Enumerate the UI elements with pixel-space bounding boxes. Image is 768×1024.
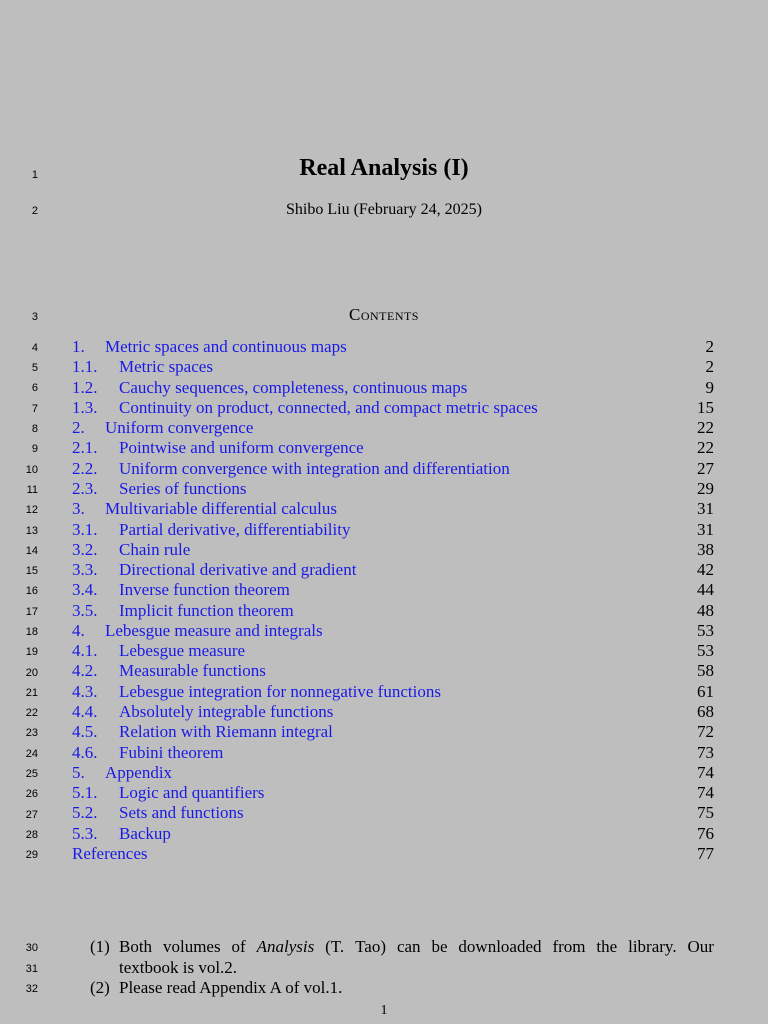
toc-entry-title: Metric spaces	[119, 357, 213, 376]
toc-entry-title: Fubini theorem	[119, 743, 224, 762]
toc-entry-title: Lebesgue integration for nonnegative functions	[119, 682, 441, 701]
toc-entry-page: 61	[697, 682, 714, 701]
toc-entry[interactable]	[72, 479, 714, 499]
toc-entry-title: Metric spaces and continuous maps	[105, 337, 347, 356]
toc-entry-title: Backup	[119, 824, 171, 843]
toc-entry-page: 53	[697, 621, 714, 640]
toc-entry-page: 42	[697, 560, 714, 579]
line-number: 31	[25, 963, 38, 975]
toc-entry[interactable]	[72, 520, 714, 540]
toc-entry-number: 2.	[72, 418, 85, 437]
toc-entry-number: 3.4.	[72, 580, 98, 599]
toc-entry-page: 27	[697, 459, 714, 478]
toc-entry-title: Pointwise and uniform convergence	[119, 438, 364, 457]
toc-entry-number: 4.	[72, 621, 85, 640]
line-number: 18	[25, 626, 38, 638]
toc-entry-page: 75	[697, 803, 714, 822]
line-number: 26	[25, 788, 38, 800]
toc-entry[interactable]	[72, 743, 714, 763]
line-number: 23	[25, 727, 38, 739]
toc-entry-page: 53	[697, 641, 714, 660]
toc-entry-page: 77	[697, 844, 714, 863]
line-number: 28	[25, 829, 38, 841]
note-word: can	[396, 937, 421, 956]
toc-entry-title: Sets and functions	[119, 803, 244, 822]
note-number: (2)	[90, 978, 110, 997]
toc-entry-number: 4.1.	[72, 641, 98, 660]
toc-entry-page: 68	[697, 702, 714, 721]
line-number: 29	[25, 849, 38, 861]
toc-entry-number: 1.3.	[72, 398, 98, 417]
toc-entry-number: 5.1.	[72, 783, 98, 802]
toc-entry[interactable]	[72, 459, 714, 479]
toc-entry-page: 74	[697, 783, 714, 802]
line-number: 8	[31, 423, 38, 435]
toc-entry-number: 4.4.	[72, 702, 98, 721]
toc-entry[interactable]	[72, 682, 714, 702]
toc-entry-page: 48	[697, 601, 714, 620]
toc-entry-number: 1.1.	[72, 357, 98, 376]
line-number: 24	[25, 748, 38, 760]
toc-entry-number: 3.3.	[72, 560, 98, 579]
line-number: 14	[25, 545, 38, 557]
note-word: library.	[628, 937, 677, 956]
toc-entry-number: 4.5.	[72, 722, 98, 741]
toc-entry-page: 76	[697, 824, 714, 843]
toc-entry-title: References	[72, 844, 148, 863]
toc-entry-number: 3.	[72, 499, 85, 518]
toc-entry-number: 2.1.	[72, 438, 98, 457]
toc-entry-page: 73	[697, 743, 714, 762]
toc-entry-page: 29	[697, 479, 714, 498]
toc-entry[interactable]	[72, 641, 714, 661]
toc-entry[interactable]	[72, 499, 714, 519]
toc-entry-title: Lebesgue measure	[119, 641, 246, 660]
line-number: 9	[31, 443, 38, 455]
toc-entry[interactable]	[72, 824, 714, 844]
line-number: 22	[25, 707, 38, 719]
line-number: 30	[25, 942, 38, 954]
note-word: volumes	[162, 937, 221, 956]
note-word: (T.	[325, 937, 345, 956]
toc-entry-title: Cauchy sequences, completeness, continuous maps	[119, 378, 468, 397]
toc-entry-page: 2	[705, 337, 714, 356]
toc-entry-page: 44	[697, 580, 714, 599]
toc-entry[interactable]	[72, 438, 714, 458]
toc-entry-page: 31	[697, 520, 714, 539]
toc-entry-title: Directional derivative and gradient	[119, 560, 357, 579]
toc-entry-number: 3.1.	[72, 520, 98, 539]
toc-entry-page: 22	[697, 418, 714, 437]
toc-entry[interactable]	[72, 357, 714, 377]
toc-entry[interactable]	[72, 418, 714, 438]
line-number: 27	[25, 809, 38, 821]
toc-entry[interactable]	[72, 560, 714, 580]
note-text-line: Please read Appendix A of vol.1.	[119, 978, 343, 997]
toc-entry-number: 3.2.	[72, 540, 98, 559]
toc-entry-number: 2.3.	[72, 479, 98, 498]
toc-entry-number: 4.3.	[72, 682, 98, 701]
toc-entry-title: Measurable functions	[119, 661, 266, 680]
note-word: the	[596, 937, 618, 956]
author-line: Shibo Liu (February 24, 2025)	[286, 201, 482, 218]
toc-entry-number: 4.2.	[72, 661, 98, 680]
note-word: from	[552, 937, 586, 956]
line-number: 20	[25, 667, 38, 679]
line-number: 2	[31, 205, 38, 217]
line-number: 4	[31, 342, 38, 354]
line-number: 21	[25, 687, 38, 699]
line-number: 5	[31, 362, 38, 374]
toc-entry-page: 38	[697, 540, 714, 559]
toc-entry-page: 15	[697, 398, 714, 417]
toc-entry-number: 5.	[72, 763, 85, 782]
line-number: 17	[25, 606, 38, 618]
line-number: 15	[25, 565, 38, 577]
toc-entry[interactable]	[72, 722, 714, 742]
line-number: 10	[25, 464, 38, 476]
line-number: 13	[25, 525, 38, 537]
toc-entry-page: 9	[705, 378, 714, 397]
toc-entry-title: Partial derivative, differentiability	[119, 520, 351, 539]
toc-entry[interactable]	[72, 621, 714, 641]
note-word: of	[231, 937, 246, 956]
toc-entry-page: 31	[697, 499, 714, 518]
toc-entry[interactable]	[72, 661, 714, 681]
toc-entry-page: 72	[697, 722, 714, 741]
line-number: 12	[25, 504, 38, 516]
toc-entry-number: 1.	[72, 337, 85, 356]
line-number: 1	[31, 169, 38, 181]
toc-entry-title: Chain rule	[119, 540, 191, 559]
note-text-line: textbook is vol.2.	[119, 958, 238, 977]
toc-entry[interactable]	[72, 378, 714, 398]
toc-entry[interactable]	[72, 844, 714, 864]
line-number: 25	[25, 768, 38, 780]
document-title: Real Analysis (I)	[299, 155, 469, 181]
toc-entry-title: Inverse function theorem	[119, 580, 290, 599]
line-number: 19	[25, 646, 38, 658]
toc-entry-number: 4.6.	[72, 743, 98, 762]
toc-entry[interactable]	[72, 580, 714, 600]
toc-entry-title: Continuity on product, connected, and compact metric spaces	[119, 398, 538, 417]
toc-entry[interactable]	[72, 398, 714, 418]
line-number: 3	[31, 311, 38, 323]
toc-entry-title: Relation with Riemann integral	[119, 722, 333, 741]
line-number: 7	[31, 403, 38, 415]
toc-entry[interactable]	[72, 803, 714, 823]
note-word: Analysis	[256, 937, 315, 956]
line-number: 16	[25, 585, 38, 597]
note-text-line	[119, 937, 714, 957]
toc-entry-title: Lebesgue measure and integrals	[105, 621, 323, 640]
contents-heading: Contents	[348, 305, 419, 324]
note-word: Both	[119, 937, 153, 956]
toc-entry-title: Multivariable differential calculus	[105, 499, 337, 518]
line-number: 6	[31, 382, 38, 394]
toc-entry[interactable]	[72, 702, 714, 722]
toc-entry-page: 2	[705, 357, 714, 376]
toc-entry-number: 5.2.	[72, 803, 98, 822]
toc-entry-title: Implicit function theorem	[119, 601, 294, 620]
toc-entry-title: Absolutely integrable functions	[119, 702, 334, 721]
toc-entry-title: Uniform convergence with integration and differentiation	[119, 459, 510, 478]
toc-entry[interactable]	[72, 783, 714, 803]
page-number: 1	[380, 1003, 388, 1018]
note-word: Our	[687, 937, 714, 956]
toc-entry-page: 22	[697, 438, 714, 457]
note-word: Tao)	[355, 937, 387, 956]
toc-entry-number: 3.5.	[72, 601, 98, 620]
line-number: 11	[26, 484, 38, 496]
toc-entry-title: Logic and quantifiers	[119, 783, 265, 802]
toc-entry-number: 1.2.	[72, 378, 98, 397]
toc-entry[interactable]	[72, 601, 714, 621]
toc-entry-title: Appendix	[105, 763, 173, 782]
toc-entry[interactable]	[72, 763, 714, 783]
line-number: 32	[25, 983, 38, 995]
note-word: downloaded	[458, 937, 542, 956]
toc-entry-title: Uniform convergence	[105, 418, 254, 437]
toc-entry-title: Series of functions	[119, 479, 247, 498]
toc-entry[interactable]	[72, 540, 714, 560]
toc-entry-page: 74	[697, 763, 714, 782]
toc-entry-number: 5.3.	[72, 824, 98, 843]
note-word: be	[431, 937, 448, 956]
toc-entry[interactable]	[72, 337, 714, 357]
note-number: (1)	[90, 937, 110, 956]
toc-entry-number: 2.2.	[72, 459, 98, 478]
toc-entry-page: 58	[697, 661, 714, 680]
